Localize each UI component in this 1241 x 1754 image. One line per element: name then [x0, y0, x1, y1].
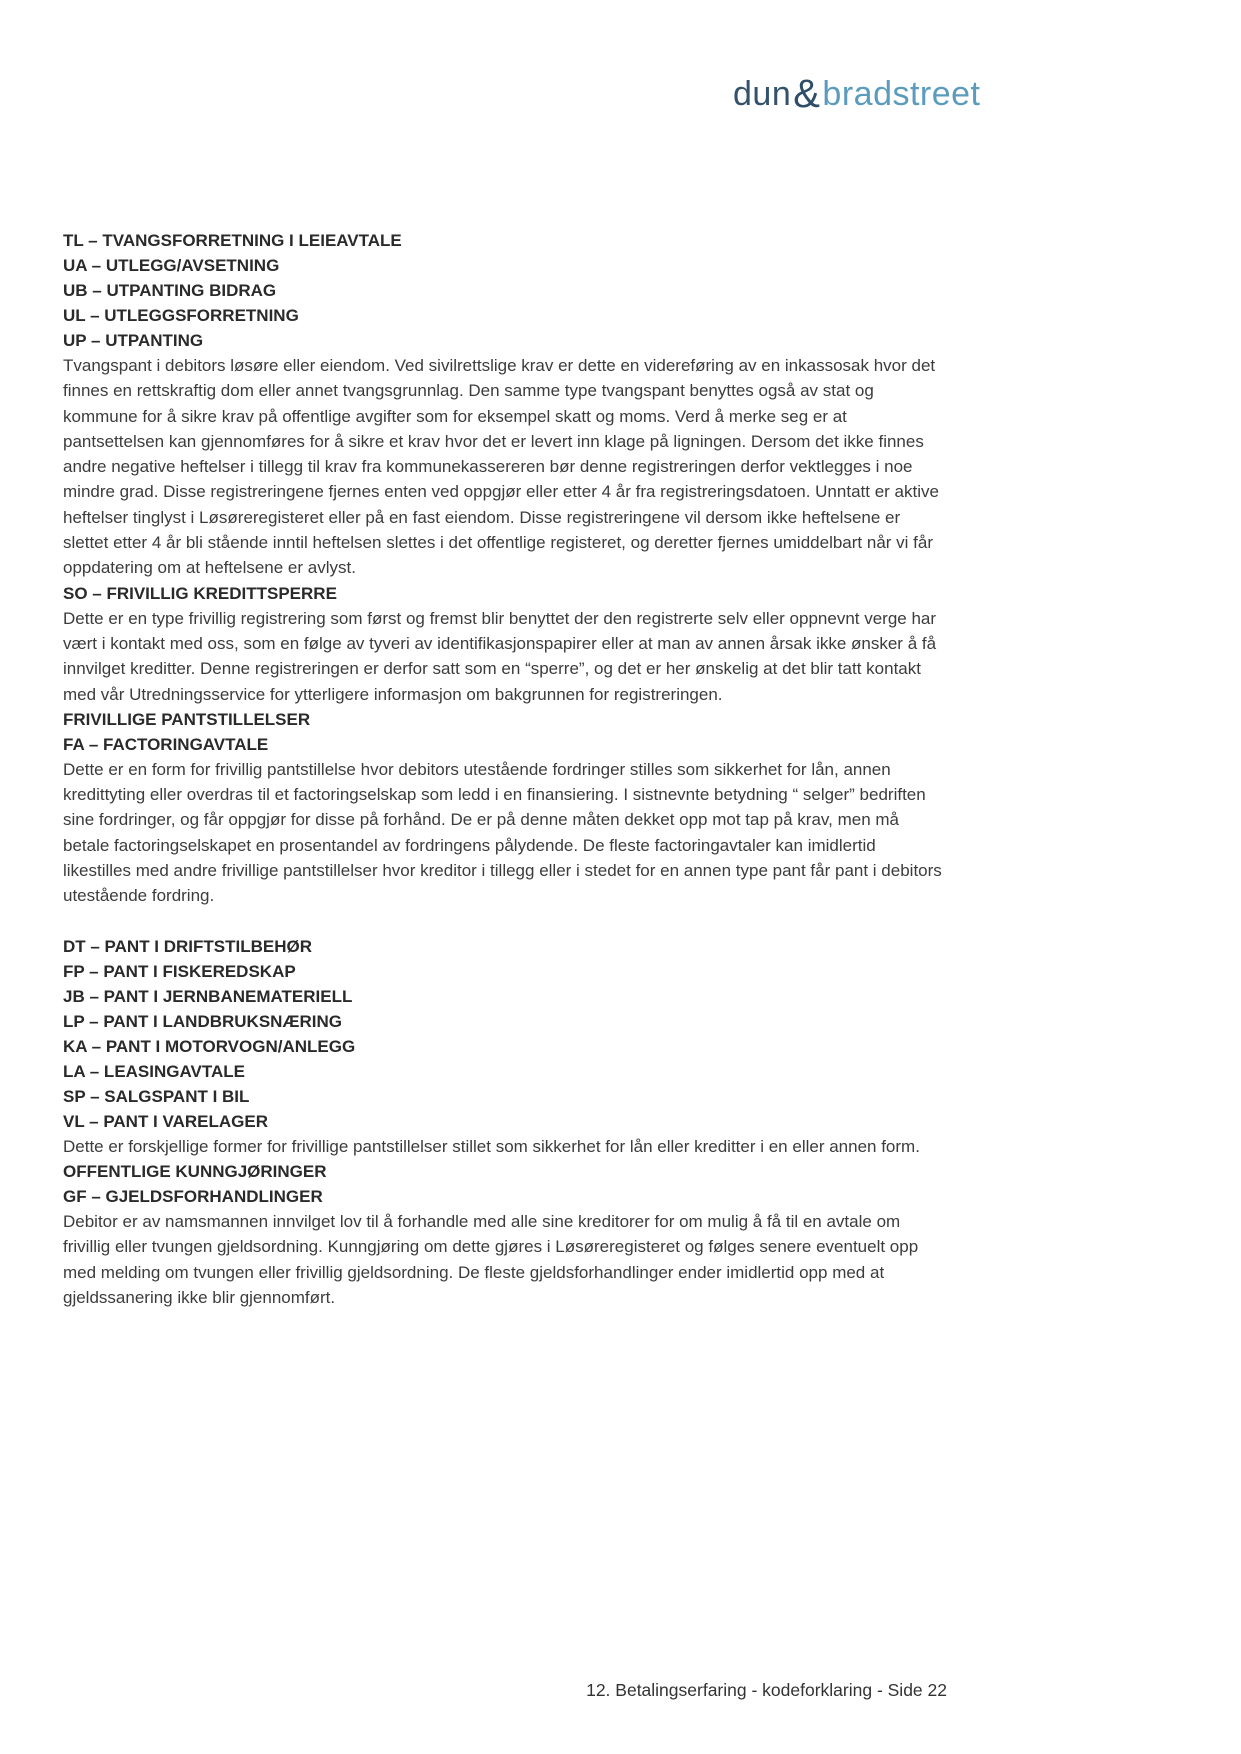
code-heading-lp: LP – PANT I LANDBRUKSNÆRING [63, 1011, 342, 1031]
code-heading-la: LA – LEASINGAVTALE [63, 1061, 245, 1081]
code-heading-up: UP – UTPANTING [63, 331, 204, 350]
code-heading-fp: FP – PANT I FISKEREDSKAP [63, 961, 296, 981]
section-title-offentlige-kunngjoringer: OFFENTLIGE KUNNGJØRINGER [63, 1161, 327, 1181]
code-heading-so: SO – FRIVILLIG KREDITTSPERRE [63, 583, 337, 603]
code-heading-tl: TL – TVANGSFORRETNING I LEIEAVTALE [63, 231, 402, 250]
code-heading-vl: VL – PANT I VARELAGER [63, 1111, 268, 1131]
code-heading-ka: KA – PANT I MOTORVOGN/ANLEGG [63, 1036, 356, 1056]
code-heading-ub: UB – UTPANTING BIDRAG [63, 281, 277, 300]
document-content [63, 228, 947, 1310]
code-heading-gf: GF – GJELDSFORHANDLINGER [63, 1186, 323, 1206]
ampersand-icon: & [793, 72, 821, 116]
pant-codes-body-paragraph: Dette er forskjellige former for frivillige pantstillelser stillet som sikkerhet for lån eller kreditter i en eller annen form. [63, 1136, 920, 1156]
code-heading-jb: JB – PANT I JERNBANEMATERIELL [63, 986, 353, 1006]
pant-code-list [63, 934, 947, 1134]
tvangs-code-list [63, 228, 947, 353]
logo-bradstreet-text: bradstreet [822, 75, 981, 113]
gjeldsforhandlinger-body-paragraph: Debitor er av namsmannen innvilget lov til å forhandle med alle sine kreditorer for om mulig å få til en avtale om frivillig eller tvungen gjeldsordning. Kunngjøring om dette gjøres i Løsøreregisteret og følges senere eventuelt opp med melding om tvungen eller frivillig gjeldsordning. De fleste gjeldsforhandlinger ender imidlertid opp med at gjeldssanering ikke blir gjennomført. [63, 1211, 919, 1307]
tvangs-body-paragraph: Tvangspant i debitors løsøre eller eiendom. Ved sivilrettslige krav er dette en videreføring av en inkassosak hvor det finnes en rettskraftig dom eller annet tvangsgrunnlag. Den samme type tvangspant benyttes også av stat og kommune for å sikre krav på offentlige avgifter som for eksempel skatt og moms. Verd å merke seg er at pantsettelsen kan gjennomføres for å sikre et krav hvor det er levert inn klage på ligningen. Dersom det ikke finnes andre negative heftelser i tillegg til krav fra kommunekassereren bør denne registreringen derfor vektlegges i noe mindre grad. Disse registreringene fjernes enten ved oppgjør eller etter 4 år fra registreringsdatoen. Unntatt er aktive heftelser tinglyst i Løsøreregisteret eller på en fast eiendom. Disse registreringene vil dersom ikke heftelsene er slettet etter 4 år bli stående inntil heftelsen slettes i det offentlige registeret, og deretter fjernes umiddelbart når vi får oppdatering om at heftelsene er avlyst. [63, 356, 939, 578]
factoring-body-paragraph: Dette er en form for frivillig pantstillelse hvor debitors utestående fordringer stilles som sikkerhet for lån, annen kredittyting eller overdras til et factoringselskap som ledd i en finansiering. I sistnevnte betydning “ selger” bedriften sine fordringer, og får oppgjør for disse på forhånd. De er på denne måten dekket opp mot tap på krav, men må betale factoringselskapet en prosentandel av fordringens pålydende. De fleste factoringavtaler kan imidlertid likestilles med andre frivillige pantstillelser hvor kreditor i tillegg eller i stedet for en annen type pant får pant i debitors utestående fordring. [63, 759, 942, 906]
section-title-frivillige-pantstillelser: FRIVILLIGE PANTSTILLELSER [63, 709, 311, 729]
code-heading-ua: UA – UTLEGG/AVSETNING [63, 256, 280, 275]
code-heading-ul: UL – UTLEGGSFORRETNING [63, 306, 299, 325]
kredittsperre-body-paragraph: Dette er en type frivillig registrering som først og fremst blir benyttet der den registrerte selv eller oppnevnt verge har vært i kontakt med oss, som en følge av tyveri av identifikasjonspapirer eller at man av annen årsak ikke ønsker å få innvilget kreditter. Denne registreringen er derfor satt som en “sperre”, og det er her ønskelig at det blir tatt kontakt med vår Utredningsservice for ytterligere informasjon om bakgrunnen for registreringen. [63, 608, 937, 704]
code-heading-sp: SP – SALGSPANT I BIL [63, 1086, 250, 1106]
dun-bradstreet-logo [733, 70, 981, 116]
code-heading-fa: FA – FACTORINGAVTALE [63, 734, 269, 754]
code-heading-dt: DT – PANT I DRIFTSTILBEHØR [63, 936, 313, 956]
page-footer: 12. Betalingserfaring - kodeforklaring - Side 22 [586, 1680, 947, 1700]
logo-dun-text: dun [733, 75, 792, 113]
